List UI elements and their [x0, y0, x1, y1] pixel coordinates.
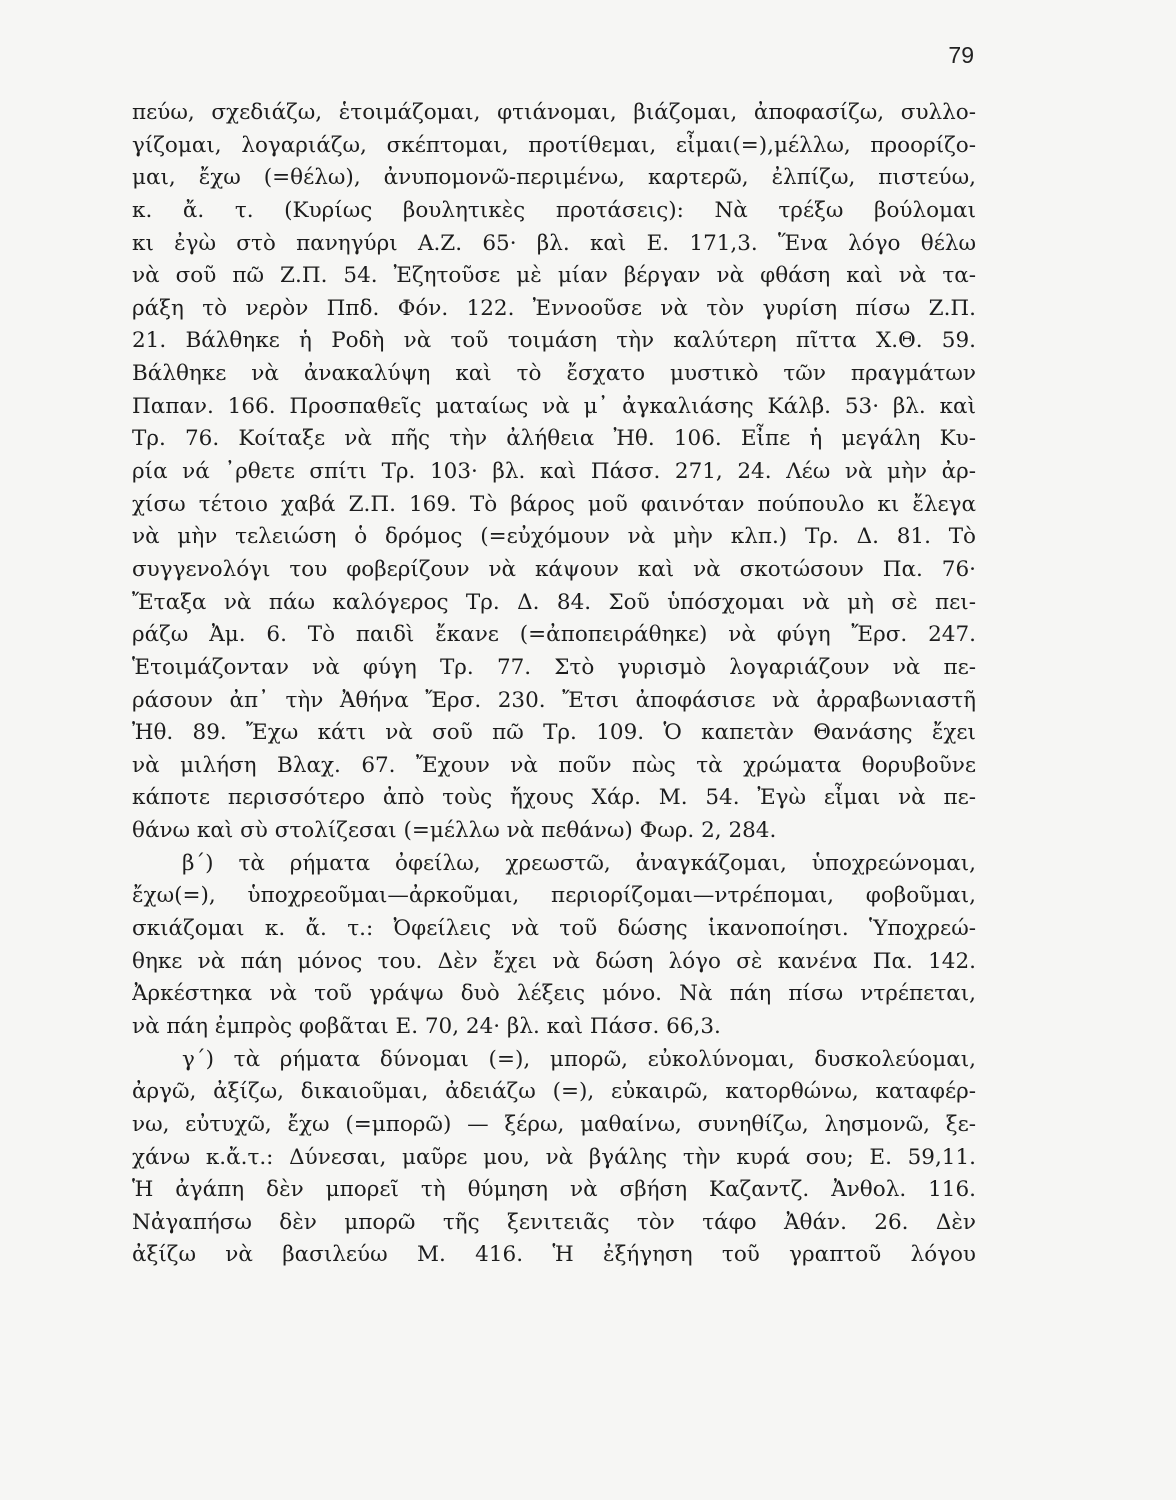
- text-line: νὰ πάη ἐμπρὸς φοβᾶται Ε. 70, 24· βλ. καὶ Πάσσ. 66,3.: [132, 1013, 721, 1039]
- text-line: θάνω καὶ σὺ στολίζεσαι (=μέλλω νὰ πεθάνω) Φωρ. 2, 284.: [132, 818, 777, 844]
- text-line: κάποτε περισσότερο ἀπὸ τοὺς ἤχους Χάρ. Μ. 54. Ἐγὼ εἶμαι νὰ πε-: [132, 785, 976, 811]
- text-line: συγγενολόγι του φοβερίζουν νὰ κάψουν καὶ νὰ σκοτώσουν Πα. 76·: [132, 556, 976, 582]
- page-number: 79: [948, 42, 974, 68]
- text-line: Ἀρκέστηκα νὰ τοῦ γράψω δυὸ λέξεις μόνο. Νὰ πάη πίσω ντρέπεται,: [132, 981, 976, 1007]
- text-line: ράξη τὸ νερὸν Ππδ. Φόν. 122. Ἐννοοῦσε νὰ τὸν γυρίση πίσω Ζ.Π.: [132, 295, 976, 321]
- body-text: [132, 97, 976, 1272]
- text-line: ρία νά ᾽ρθετε σπίτι Τρ. 103· βλ. καὶ Πάσσ. 271, 24. Λέω νὰ μὴν ἀρ-: [132, 459, 976, 485]
- text-line: νὰ μὴν τελειώση ὁ δρόμος (=εὐχόμουν νὰ μὴν κλπ.) Τρ. Δ. 81. Τὸ: [132, 524, 976, 550]
- text-line: Ἔταξα νὰ πάω καλόγερος Τρ. Δ. 84. Σοῦ ὑπόσχομαι νὰ μὴ σὲ πει-: [132, 589, 976, 615]
- text-line: Νἀγαπήσω δὲν μπορῶ τῆς ξενιτειᾶς τὸν τάφο Ἀθάν. 26. Δὲν: [132, 1209, 976, 1235]
- text-line: σκιάζομαι κ. ἄ. τ.: Ὀφείλεις νὰ τοῦ δώσης ἱκανοποίησι. Ὑποχρεώ-: [132, 916, 976, 942]
- text-line: κι ἐγὼ στὸ πανηγύρι Α.Ζ. 65· βλ. καὶ Ε. 171,3. Ἕνα λόγο θέλω: [132, 230, 976, 256]
- text-line: χάνω κ.ἄ.τ.: Δύνεσαι, μαῦρε μου, νὰ βγάλης τὴν κυρά σου; Ε. 59,11.: [132, 1144, 976, 1170]
- text-line: Ἡ ἀγάπη δὲν μπορεῖ τὴ θύμηση νὰ σβήση Καζαντζ. Ἀνθολ. 116.: [132, 1177, 976, 1203]
- text-line: ἀργῶ, ἀξίζω, δικαιοῦμαι, ἀδειάζω (=), εὐκαιρῶ, κατορθώνω, καταφέρ-: [132, 1079, 976, 1105]
- text-line: νὰ σοῦ πῶ Ζ.Π. 54. Ἐζητοῦσε μὲ μίαν βέργαν νὰ φθάση καὶ νὰ τα-: [132, 263, 976, 289]
- text-line: Ἑτοιμάζονταν νὰ φύγη Τρ. 77. Στὸ γυρισμὸ λογαριάζουν νὰ πε-: [132, 654, 976, 680]
- text-line: ἀξίζω νὰ βασιλεύω Μ. 416. Ἡ ἐξήγηση τοῦ γραπτοῦ λόγου: [132, 1242, 976, 1268]
- text-line: ράζω Ἀμ. 6. Τὸ παιδὶ ἔκανε (=ἀποπειράθηκε) νὰ φύγη Ἔρσ. 247.: [132, 622, 976, 648]
- text-line: γ΄) τὰ ρήματα δύνομαι (=), μπορῶ, εὐκολύνομαι, δυσκολεύομαι,: [182, 1046, 976, 1072]
- text-line: 21. Βάλθηκε ἡ Ροδὴ νὰ τοῦ τοιμάση τὴν καλύτερη πῖττα Χ.Θ. 59.: [132, 328, 976, 354]
- text-line: νὰ μιλήση Βλαχ. 67. Ἔχουν νὰ ποῦν πὼς τὰ χρώματα θορυβοῦνε: [132, 752, 976, 778]
- text-line: χίσω τέτοιο χαβά Ζ.Π. 169. Τὸ βάρος μοῦ φαινόταν πούπουλο κι ἔλεγα: [132, 491, 976, 517]
- text-line: Παπαν. 166. Προσπαθεῖς ματαίως νὰ μ᾽ ἀγκαλιάσης Κάλβ. 53· βλ. καὶ: [132, 393, 976, 419]
- text-line: Ἠθ. 89. Ἔχω κάτι νὰ σοῦ πῶ Τρ. 109. Ὁ καπετὰν Θανάσης ἔχει: [132, 720, 976, 746]
- text-line: γίζομαι, λογαριάζω, σκέπτομαι, προτίθεμαι, εἶμαι(=),μέλλω, προορίζο-: [132, 132, 976, 158]
- text-line: β΄) τὰ ρήματα ὀφείλω, χρεωστῶ, ἀναγκάζομαι, ὑποχρεώνομαι,: [182, 850, 976, 876]
- text-line: ράσουν ἀπ᾽ τὴν Ἀθήνα Ἔρσ. 230. Ἔτσι ἀποφάσισε νὰ ἀρραβωνιαστῆ: [132, 687, 976, 713]
- text-line: νω, εὐτυχῶ, ἔχω (=μπορῶ) — ξέρω, μαθαίνω, συνηθίζω, λησμονῶ, ξε-: [132, 1111, 976, 1137]
- text-line: ἔχω(=), ὑποχρεοῦμαι—ἀρκοῦμαι, περιορίζομαι—ντρέπομαι, φοβοῦμαι,: [132, 883, 976, 909]
- text-line: Βάλθηκε νὰ ἀνακαλύψη καὶ τὸ ἔσχατο μυστικὸ τῶν πραγμάτων: [132, 361, 976, 387]
- text-line: κ. ἄ. τ. (Κυρίως βουλητικὲς προτάσεις): Νὰ τρέξω βούλομαι: [132, 197, 976, 223]
- text-line: θηκε νὰ πάη μόνος του. Δὲν ἔχει νὰ δώση λόγο σὲ κανένα Πα. 142.: [132, 948, 976, 974]
- text-line: Τρ. 76. Κοίταξε νὰ πῆς τὴν ἀλήθεια Ἠθ. 106. Εἶπε ἡ μεγάλη Κυ-: [132, 426, 976, 452]
- text-line: μαι, ἔχω (=θέλω), ἀνυπομονῶ-περιμένω, καρτερῶ, ἐλπίζω, πιστεύω,: [132, 165, 976, 191]
- text-line: πεύω, σχεδιάζω, ἑτοιμάζομαι, φτιάνομαι, βιάζομαι, ἀποφασίζω, συλλο-: [132, 100, 976, 125]
